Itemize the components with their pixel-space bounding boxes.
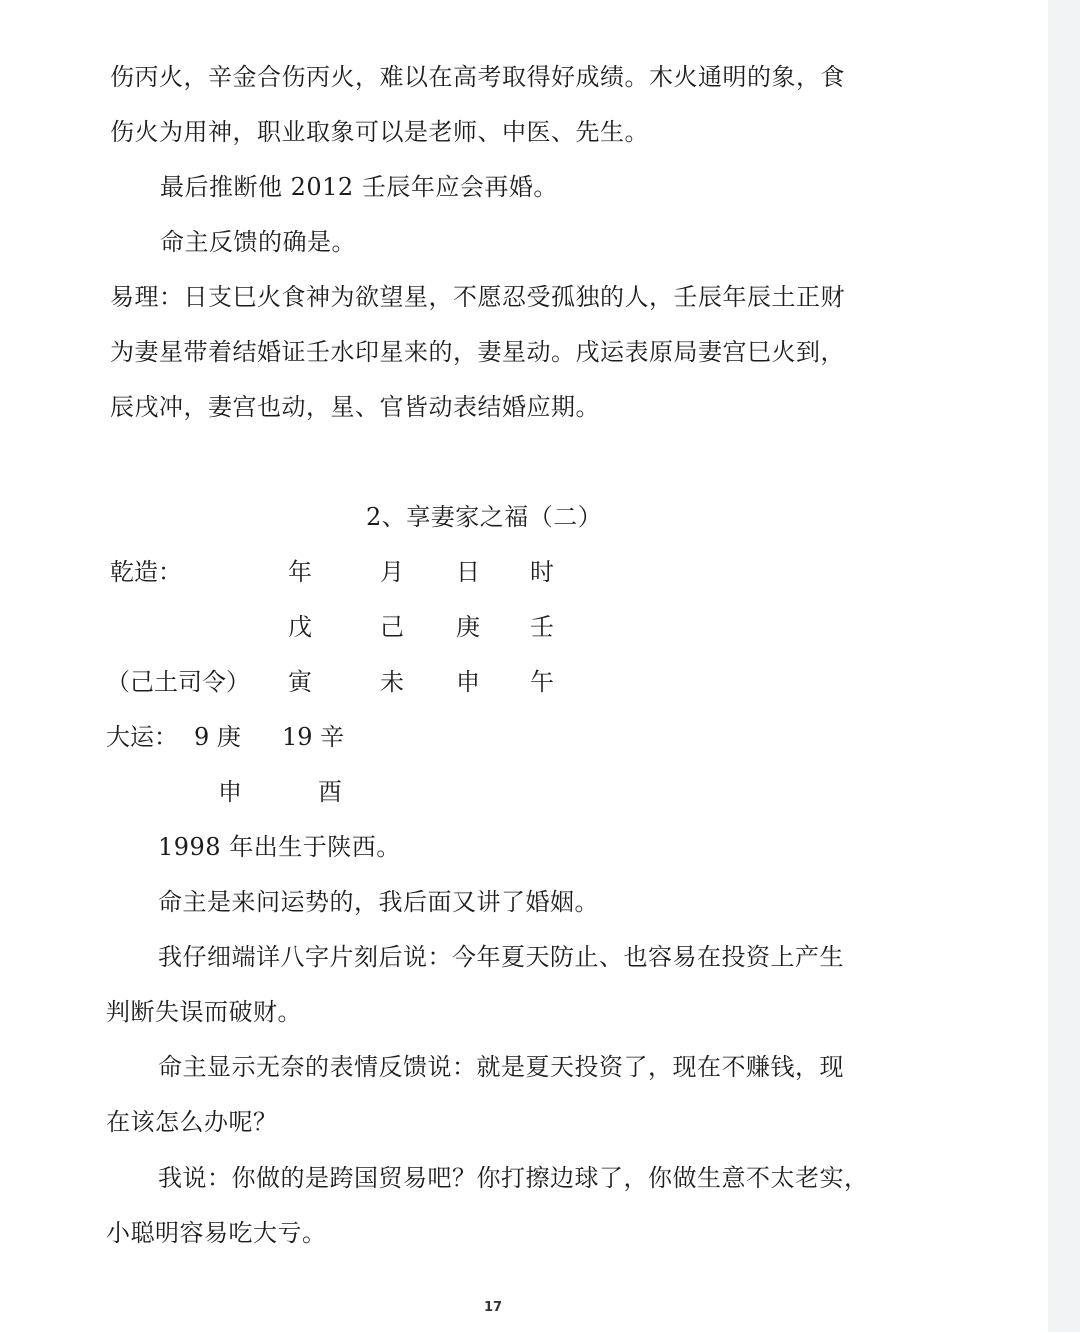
chart-stem-year: 戊 <box>288 613 312 641</box>
chart-label: 乾造： <box>110 558 182 586</box>
paragraph-line: 命主反馈的确是。 <box>160 228 356 256</box>
chart-branch-year: 寅 <box>288 668 312 696</box>
chart-branch-month: 未 <box>380 668 404 696</box>
dayun-branch: 申 <box>218 778 242 806</box>
paragraph-line: 伤丙火，辛金合伤丙火，难以在高考取得好成绩。木火通明的象，食 <box>110 63 845 91</box>
chart-header-hour: 时 <box>530 558 554 586</box>
chart-stem-hour: 壬 <box>530 613 554 641</box>
chart-branch-note: （己土司令） <box>106 668 250 696</box>
paragraph-line: 在该怎么办呢？ <box>106 1108 278 1136</box>
dayun-label: 大运： <box>106 723 178 751</box>
chart-stem-month: 己 <box>380 613 404 641</box>
section-title: 2、享妻家之福（二） <box>366 503 603 531</box>
chart-stem-day: 庚 <box>456 613 480 641</box>
paragraph-line: 最后推断他 2012 壬辰年应会再婚。 <box>160 173 558 201</box>
paragraph-line: 判断失误而破财。 <box>106 998 302 1026</box>
paragraph-line: 命主是来问运势的，我后面又讲了婚姻。 <box>158 888 599 916</box>
chart-branch-hour: 午 <box>530 668 554 696</box>
dayun-branch: 酉 <box>318 778 342 806</box>
paragraph-line: 命主显示无奈的表情反馈说：就是夏天投资了，现在不赚钱，现 <box>158 1053 844 1081</box>
paragraph-line: 为妻星带着结婚证壬水印星来的，妻星动。戌运表原局妻宫巳火到， <box>110 338 845 366</box>
chart-header-month: 月 <box>380 558 404 586</box>
page-edge-shadow <box>1048 0 1080 1332</box>
page-number: 17 <box>483 1300 503 1315</box>
paragraph-line: 辰戌冲，妻宫也动，星、官皆动表结婚应期。 <box>110 393 600 421</box>
chart-branch-day: 申 <box>456 668 480 696</box>
paragraph-line: 我仔细端详八字片刻后说：今年夏天防止、也容易在投资上产生 <box>158 943 844 971</box>
chart-header-day: 日 <box>456 558 480 586</box>
chart-header-year: 年 <box>288 558 312 586</box>
paragraph-line: 1998 年出生于陕西。 <box>158 833 401 861</box>
paragraph-line: 我说：你做的是跨国贸易吧？你打擦边球了，你做生意不太老实， <box>158 1164 869 1192</box>
paragraph-line: 小聪明容易吃大亏。 <box>106 1219 327 1247</box>
dayun-stem: 19 辛 <box>282 723 345 751</box>
dayun-stem: 9 庚 <box>194 723 241 751</box>
paragraph-line: 伤火为用神，职业取象可以是老师、中医、先生。 <box>110 118 649 146</box>
paragraph-line: 易理：日支巳火食神为欲望星，不愿忍受孤独的人，壬辰年辰土正财 <box>110 283 845 311</box>
